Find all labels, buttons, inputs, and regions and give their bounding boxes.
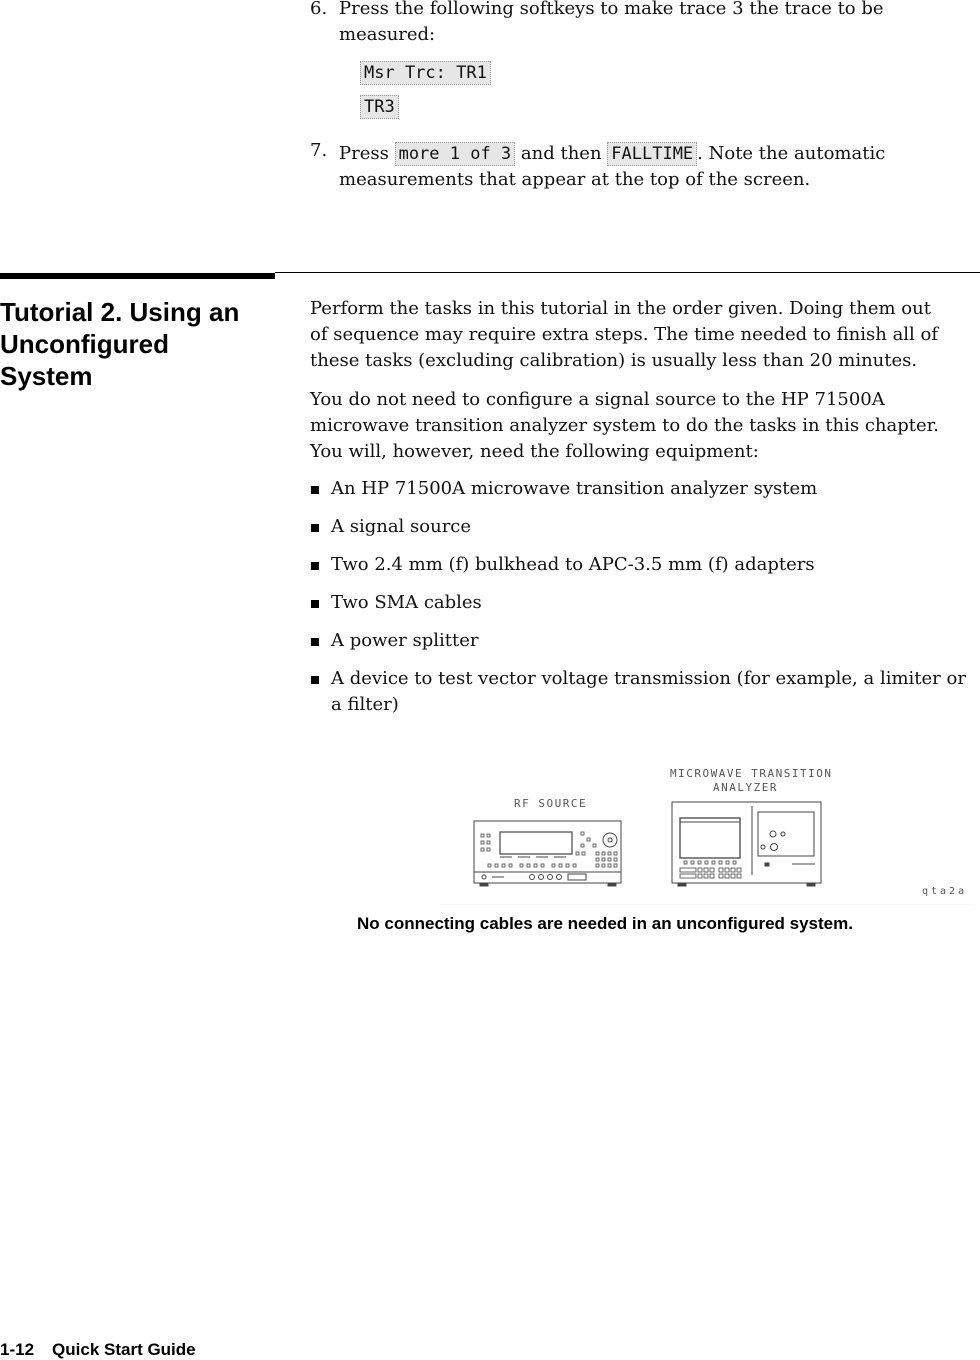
bullet-square-icon <box>311 676 319 684</box>
list-item-text: An HP 71500A microwave transition analyzer system <box>331 478 818 499</box>
guide-title: Quick Start Guide <box>52 1340 196 1359</box>
list-item-text: Two SMA cables <box>331 592 482 613</box>
step-number: 6. <box>310 0 328 19</box>
equipment-list <box>310 476 975 730</box>
softkey-tr3: TR3 <box>360 95 399 119</box>
intro-paragraph <box>310 296 975 374</box>
rf-source-label: RF SOURCE <box>514 797 588 810</box>
paragraph-line: these tasks (excluding calibration) is usually less than 20 minutes. <box>310 350 918 371</box>
list-item-text: A signal source <box>331 516 472 537</box>
bullet-square-icon <box>311 486 319 494</box>
bullet-square-icon <box>311 524 319 532</box>
step-text: measured: <box>339 24 436 45</box>
section-rule-thick <box>0 273 275 279</box>
step-text: Press <box>339 143 389 164</box>
paragraph-line: microwave transition analyzer system to do the tasks in this chapter. <box>310 415 940 436</box>
paragraph-line: Perform the tasks in this tutorial in the order given. Doing them out <box>310 298 931 319</box>
mta-label-line1: MICROWAVE TRANSITION <box>670 767 833 780</box>
figure-id: qta2a <box>922 886 968 897</box>
equipment-paragraph <box>310 387 975 465</box>
equipment-figure <box>440 760 975 905</box>
page-footer <box>0 1340 214 1360</box>
figure-caption: No connecting cables are needed in an unconfigured system. <box>357 914 853 933</box>
analyzer-instrument <box>672 802 821 886</box>
mta-label-line2: ANALYZER <box>713 781 778 794</box>
list-item <box>310 628 975 654</box>
list-item-text: A power splitter <box>331 630 479 651</box>
heading-line: Unconfigured <box>0 329 169 359</box>
step-text: Press the following softkeys to make trace 3 the trace to be <box>339 0 884 19</box>
step-text: measurements that appear at the top of the screen. <box>339 169 811 190</box>
bullet-square-icon <box>311 562 319 570</box>
paragraph-line: of sequence may require extra steps. The time needed to finish all of <box>310 324 939 345</box>
list-item <box>310 476 975 502</box>
rf-source-instrument <box>474 821 621 886</box>
section-rule-thin <box>275 272 980 273</box>
heading-line: System <box>0 361 93 391</box>
list-item-text: A device to test vector voltage transmission (for example, a limiter or a filter) <box>331 668 966 715</box>
step-7 <box>310 141 950 201</box>
list-item <box>310 552 975 578</box>
softkey-msr-trc-tr1: Msr Trc: TR1 <box>360 61 491 85</box>
softkey-falltime: FALLTIME <box>607 142 697 166</box>
list-item-text: Two 2.4 mm (f) bulkhead to APC-3.5 mm (f) adapters <box>331 554 815 575</box>
equipment-illustration <box>440 760 975 905</box>
heading-line: Tutorial 2. Using an <box>0 297 240 327</box>
section-heading <box>0 296 275 392</box>
step-text: . Note the automatic <box>697 143 886 164</box>
softkey-list <box>360 60 491 120</box>
page-number: 1-12 <box>0 1340 35 1359</box>
list-item <box>310 666 975 718</box>
step-text: and then <box>520 143 602 164</box>
list-item <box>310 514 975 540</box>
step-number: 7. <box>310 140 328 161</box>
softkey-more-1-of-3: more 1 of 3 <box>395 142 516 166</box>
list-item <box>310 590 975 616</box>
paragraph-line: You will, however, need the following equipment: <box>310 441 759 462</box>
paragraph-line: You do not need to configure a signal source to the HP 71500A <box>310 389 885 410</box>
bullet-square-icon <box>311 600 319 608</box>
bullet-square-icon <box>311 638 319 646</box>
